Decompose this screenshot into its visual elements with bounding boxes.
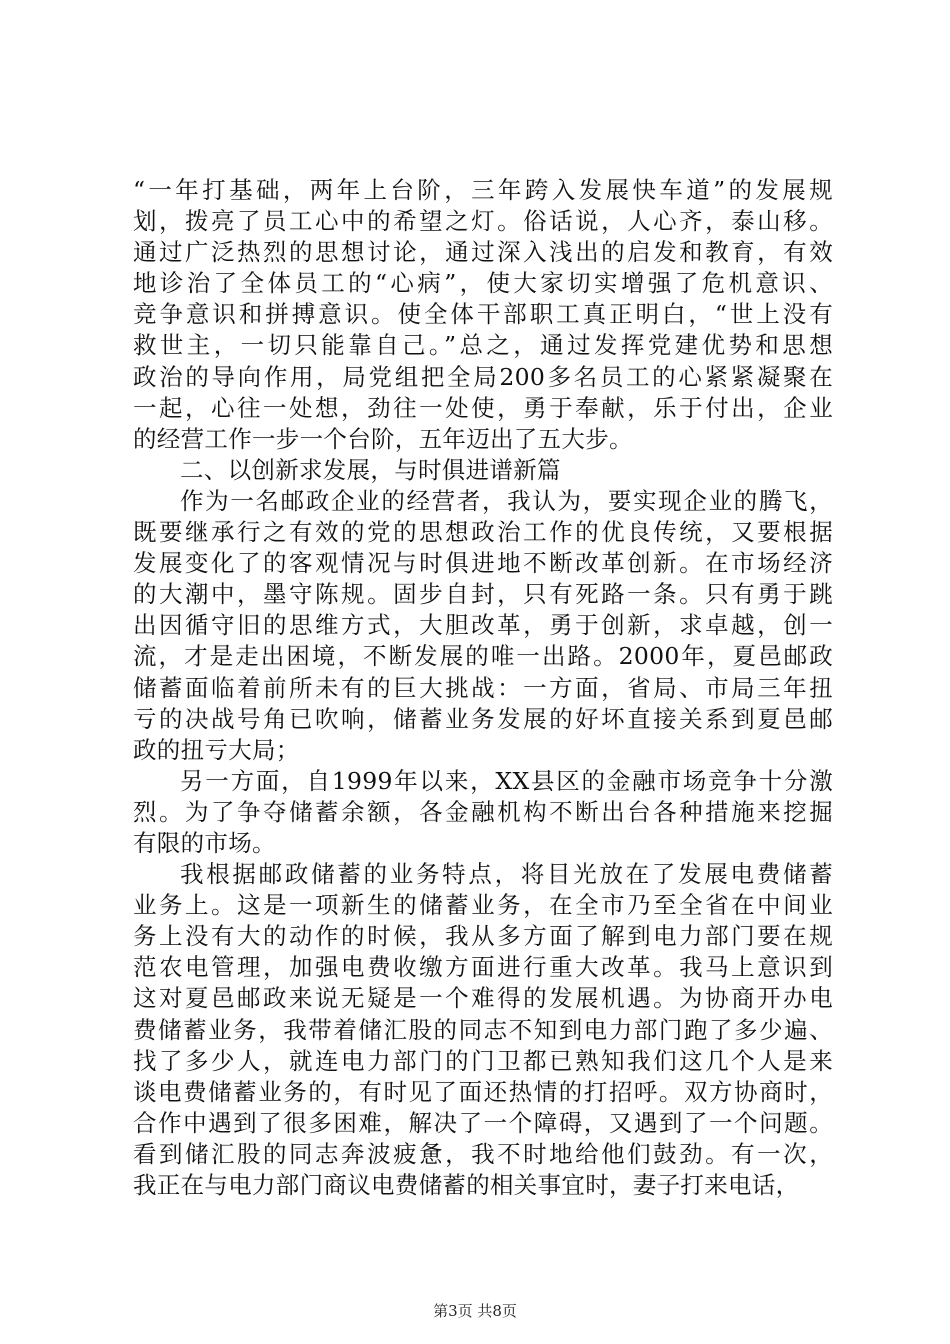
text-line: 通过广泛热烈的思想讨论，通过深入浅出的启发和教育，有效 (133, 238, 833, 267)
text-line: 费储蓄业务，我带着储汇股的同志不知到电力部门跑了多少遍、 (133, 1015, 833, 1044)
paragraph-p5 (133, 859, 833, 1201)
paragraph-p1 (133, 175, 833, 455)
text-line: 我正在与电力部门商议电费储蓄的相关事宜时，妻子打来电话， (133, 1171, 800, 1199)
text-line: 一起，心往一处想，劲往一处使，勇于奉献，乐于付出，企业 (133, 393, 833, 422)
text-line: 务上没有大的动作的时候，我从多方面了解到电力部门要在规 (133, 922, 833, 951)
text-line: 流，才是走出困境，不断发展的唯一出路。2000年，夏邑邮政 (133, 642, 833, 671)
text-line: 竞争意识和拼搏意识。使全体干部职工真正明白，“世上没有 (133, 300, 833, 329)
text-line: 亏的决战号角已吹响，储蓄业务发展的好坏直接关系到夏邑邮 (133, 704, 833, 733)
paragraph-p4 (133, 766, 833, 859)
text-line: 政的扭亏大局； (133, 735, 300, 764)
paragraph-p3 (133, 486, 833, 766)
text-line: 地诊治了全体员工的“心病”，使大家切实增强了危机意识、 (133, 269, 833, 298)
text-line: 有限的市场。 (133, 828, 276, 857)
text-line: 储蓄面临着前所未有的巨大挑战：一方面，省局、市局三年扭 (133, 673, 833, 702)
text-line: 我根据邮政储蓄的业务特点，将目光放在了发展电费储蓄 (180, 860, 833, 889)
text-line: 找了多少人，就连电力部门的门卫都已熟知我们这几个人是来 (133, 1046, 833, 1075)
text-line: 作为一名邮政企业的经营者，我认为，要实现企业的腾飞， (180, 486, 833, 515)
text-line: 另一方面，自1999年以来，XX县区的金融市场竞争十分激 (180, 766, 833, 795)
text-line: 范农电管理，加强电费收缴方面进行重大改革。我马上意识到 (133, 953, 833, 982)
text-line: 发展变化了的客观情况与时俱进地不断改革创新。在市场经济 (133, 549, 833, 578)
paragraph-p2 (133, 455, 833, 486)
text-line: 二、以创新求发展，与时俱进谱新篇 (180, 455, 561, 484)
text-line: 政治的导向作用，局党组把全局200多名员工的心紧紧凝聚在 (133, 362, 833, 391)
text-line: 业务上。这是一项新生的储蓄业务，在全市乃至全省在中间业 (133, 891, 833, 920)
text-line: 的大潮中，墨守陈规。固步自封，只有死路一条。只有勇于跳 (133, 580, 833, 609)
text-line: 合作中遇到了很多困难，解决了一个障碍，又遇到了一个问题。 (133, 1108, 833, 1137)
text-line: 既要继承行之有效的党的思想政治工作的优良传统，又要根据 (133, 518, 833, 547)
text-line: 这对夏邑邮政来说无疑是一个难得的发展机遇。为协商开办电 (133, 984, 833, 1013)
text-line: 救世主，一切只能靠自己。”总之，通过发挥党建优势和思想 (133, 331, 833, 360)
text-line: 烈。为了争夺储蓄余额，各金融机构不断出台各种措施来挖掘 (133, 797, 833, 826)
text-line: 的经营工作一步一个台阶，五年迈出了五大步。 (133, 424, 633, 453)
document-body (133, 175, 833, 1201)
text-line: 划，拨亮了员工心中的希望之灯。俗话说，人心齐，泰山移。 (133, 207, 833, 236)
text-line: 谈电费储蓄业务的，有时见了面还热情的打招呼。双方协商时， (133, 1077, 833, 1106)
text-line: “一年打基础，两年上台阶，三年跨入发展快车道”的发展规 (133, 176, 833, 204)
text-line: 看到储汇股的同志奔波疲惫，我不时地给他们鼓劲。有一次， (133, 1139, 833, 1168)
page-footer: 第3页 共8页 (433, 1302, 517, 1320)
text-line: 出因循守旧的思维方式，大胆改革，勇于创新，求卓越，创一 (133, 611, 833, 640)
